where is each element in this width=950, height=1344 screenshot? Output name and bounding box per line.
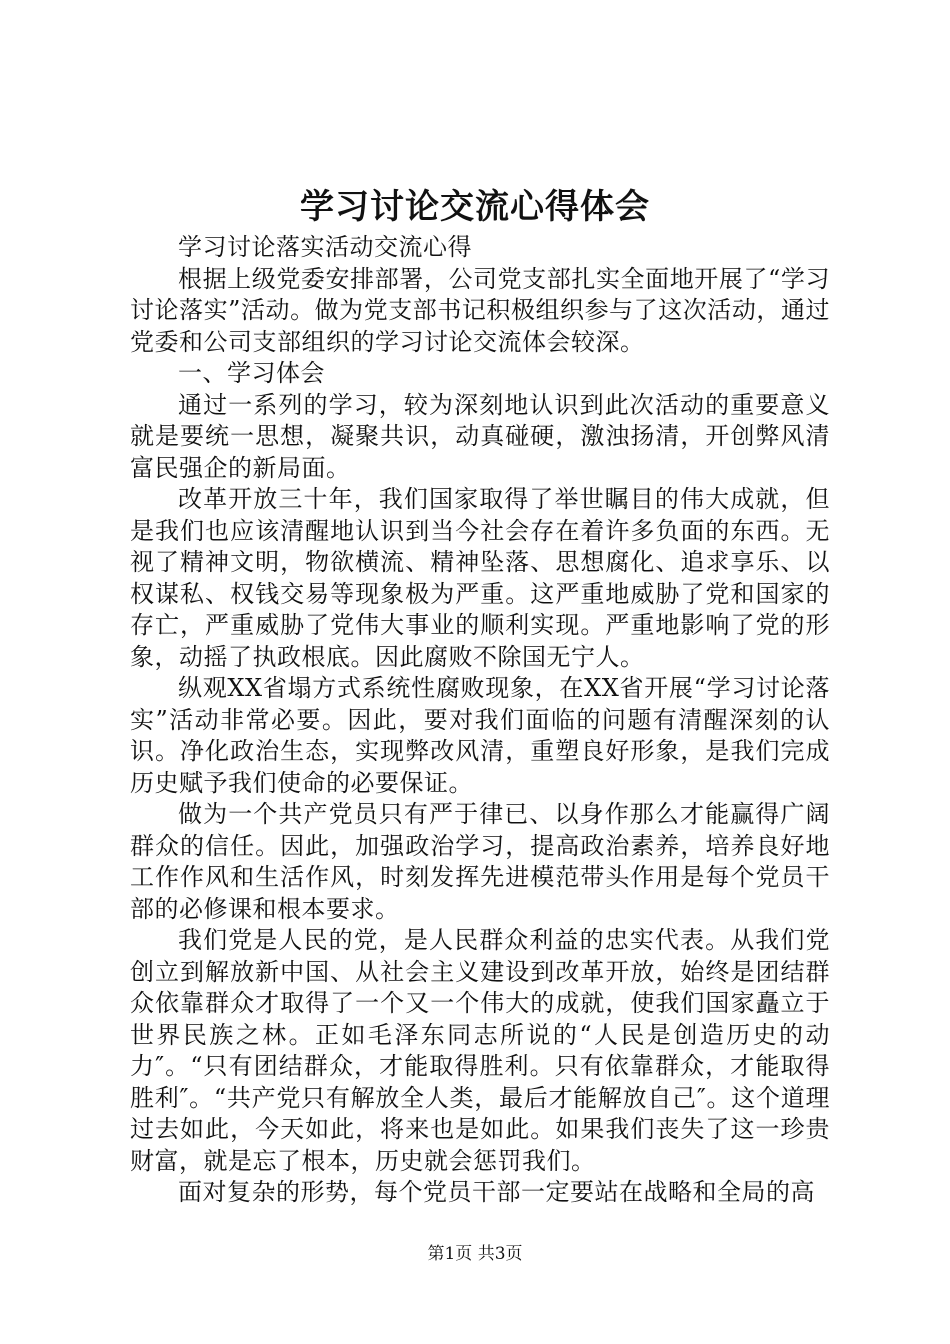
section-heading-learning: 一、学习体会 — [178, 359, 325, 387]
paragraph: 纵观XX省塌方式系统性腐败现象，在XX省开展“学习讨论落实”活动非常必要。因此，要对我们面临的问题有清醒深刻的认识。净化政治生态，实现弊改风清，重塑良好形象，是我们完成历史赋予我们使命的必要保证。 — [130, 674, 830, 797]
paragraph: 改革开放三十年，我们国家取得了举世瞩目的伟大成就，但是我们也应该清醒地认识到当今社会存在着许多负面的东西。无视了精神文明，物欲横流、精神坠落、思想腐化、追求享乐、以权谋私、权钱交易等现象极为严重。这严重地威胁了党和国家的存亡，严重威胁了党伟大事业的顺利实现。严重地影响了党的形象，动摇了执政根底。因此腐败不除国无宁人。 — [130, 485, 830, 671]
paragraph-intro: 根据上级党委安排部署，公司党支部扎实全面地开展了“学习讨论落实”活动。做为党支部书记积极组织参与了这次活动，通过党委和公司支部组织的学习讨论交流体会较深。 — [130, 264, 830, 356]
paragraph: 面对复杂的形势，每个党员干部一定要站在战略和全局的高 — [178, 1178, 815, 1206]
paragraph: 我们党是人民的党，是人民群众利益的忠实代表。从我们党创立到解放新中国、从社会主义建设到改革开放，始终是团结群众依靠群众才取得了一个又一个伟大的成就，使我们国家矗立于世界民族之林。正如毛泽东同志所说的“人民是创造历史的动力″。“只有团结群众，才能取得胜利。只有依靠群众，才能取得胜利″。“共产党只有解放全人类，最后才能解放自己″。这个道理过去如此，今天如此，将来也是如此。如果我们丧失了这一珍贵财富，就是忘了根本，历史就会惩罚我们。 — [130, 926, 830, 1175]
paragraph-subtitle: 学习讨论落实活动交流心得 — [178, 233, 472, 261]
paragraph: 通过一系列的学习，较为深刻地认识到此次活动的重要意义就是要统一思想，凝聚共识，动真碰硬，激浊扬清，开创弊风清富民强企的新局面。 — [130, 390, 830, 482]
page-number: 第1页 共3页 — [427, 1244, 523, 1264]
document-title: 学习讨论交流心得体会 — [300, 187, 650, 227]
document-body — [130, 232, 830, 1209]
paragraph: 做为一个共产党员只有严于律已、以身作那么才能赢得广阔群众的信任。因此，加强政治学习，提高政治素养，培养良好地工作作风和生活作风，时刻发挥先进模范带头作用是每个党员干部的必修课和根本要求。 — [130, 800, 830, 923]
